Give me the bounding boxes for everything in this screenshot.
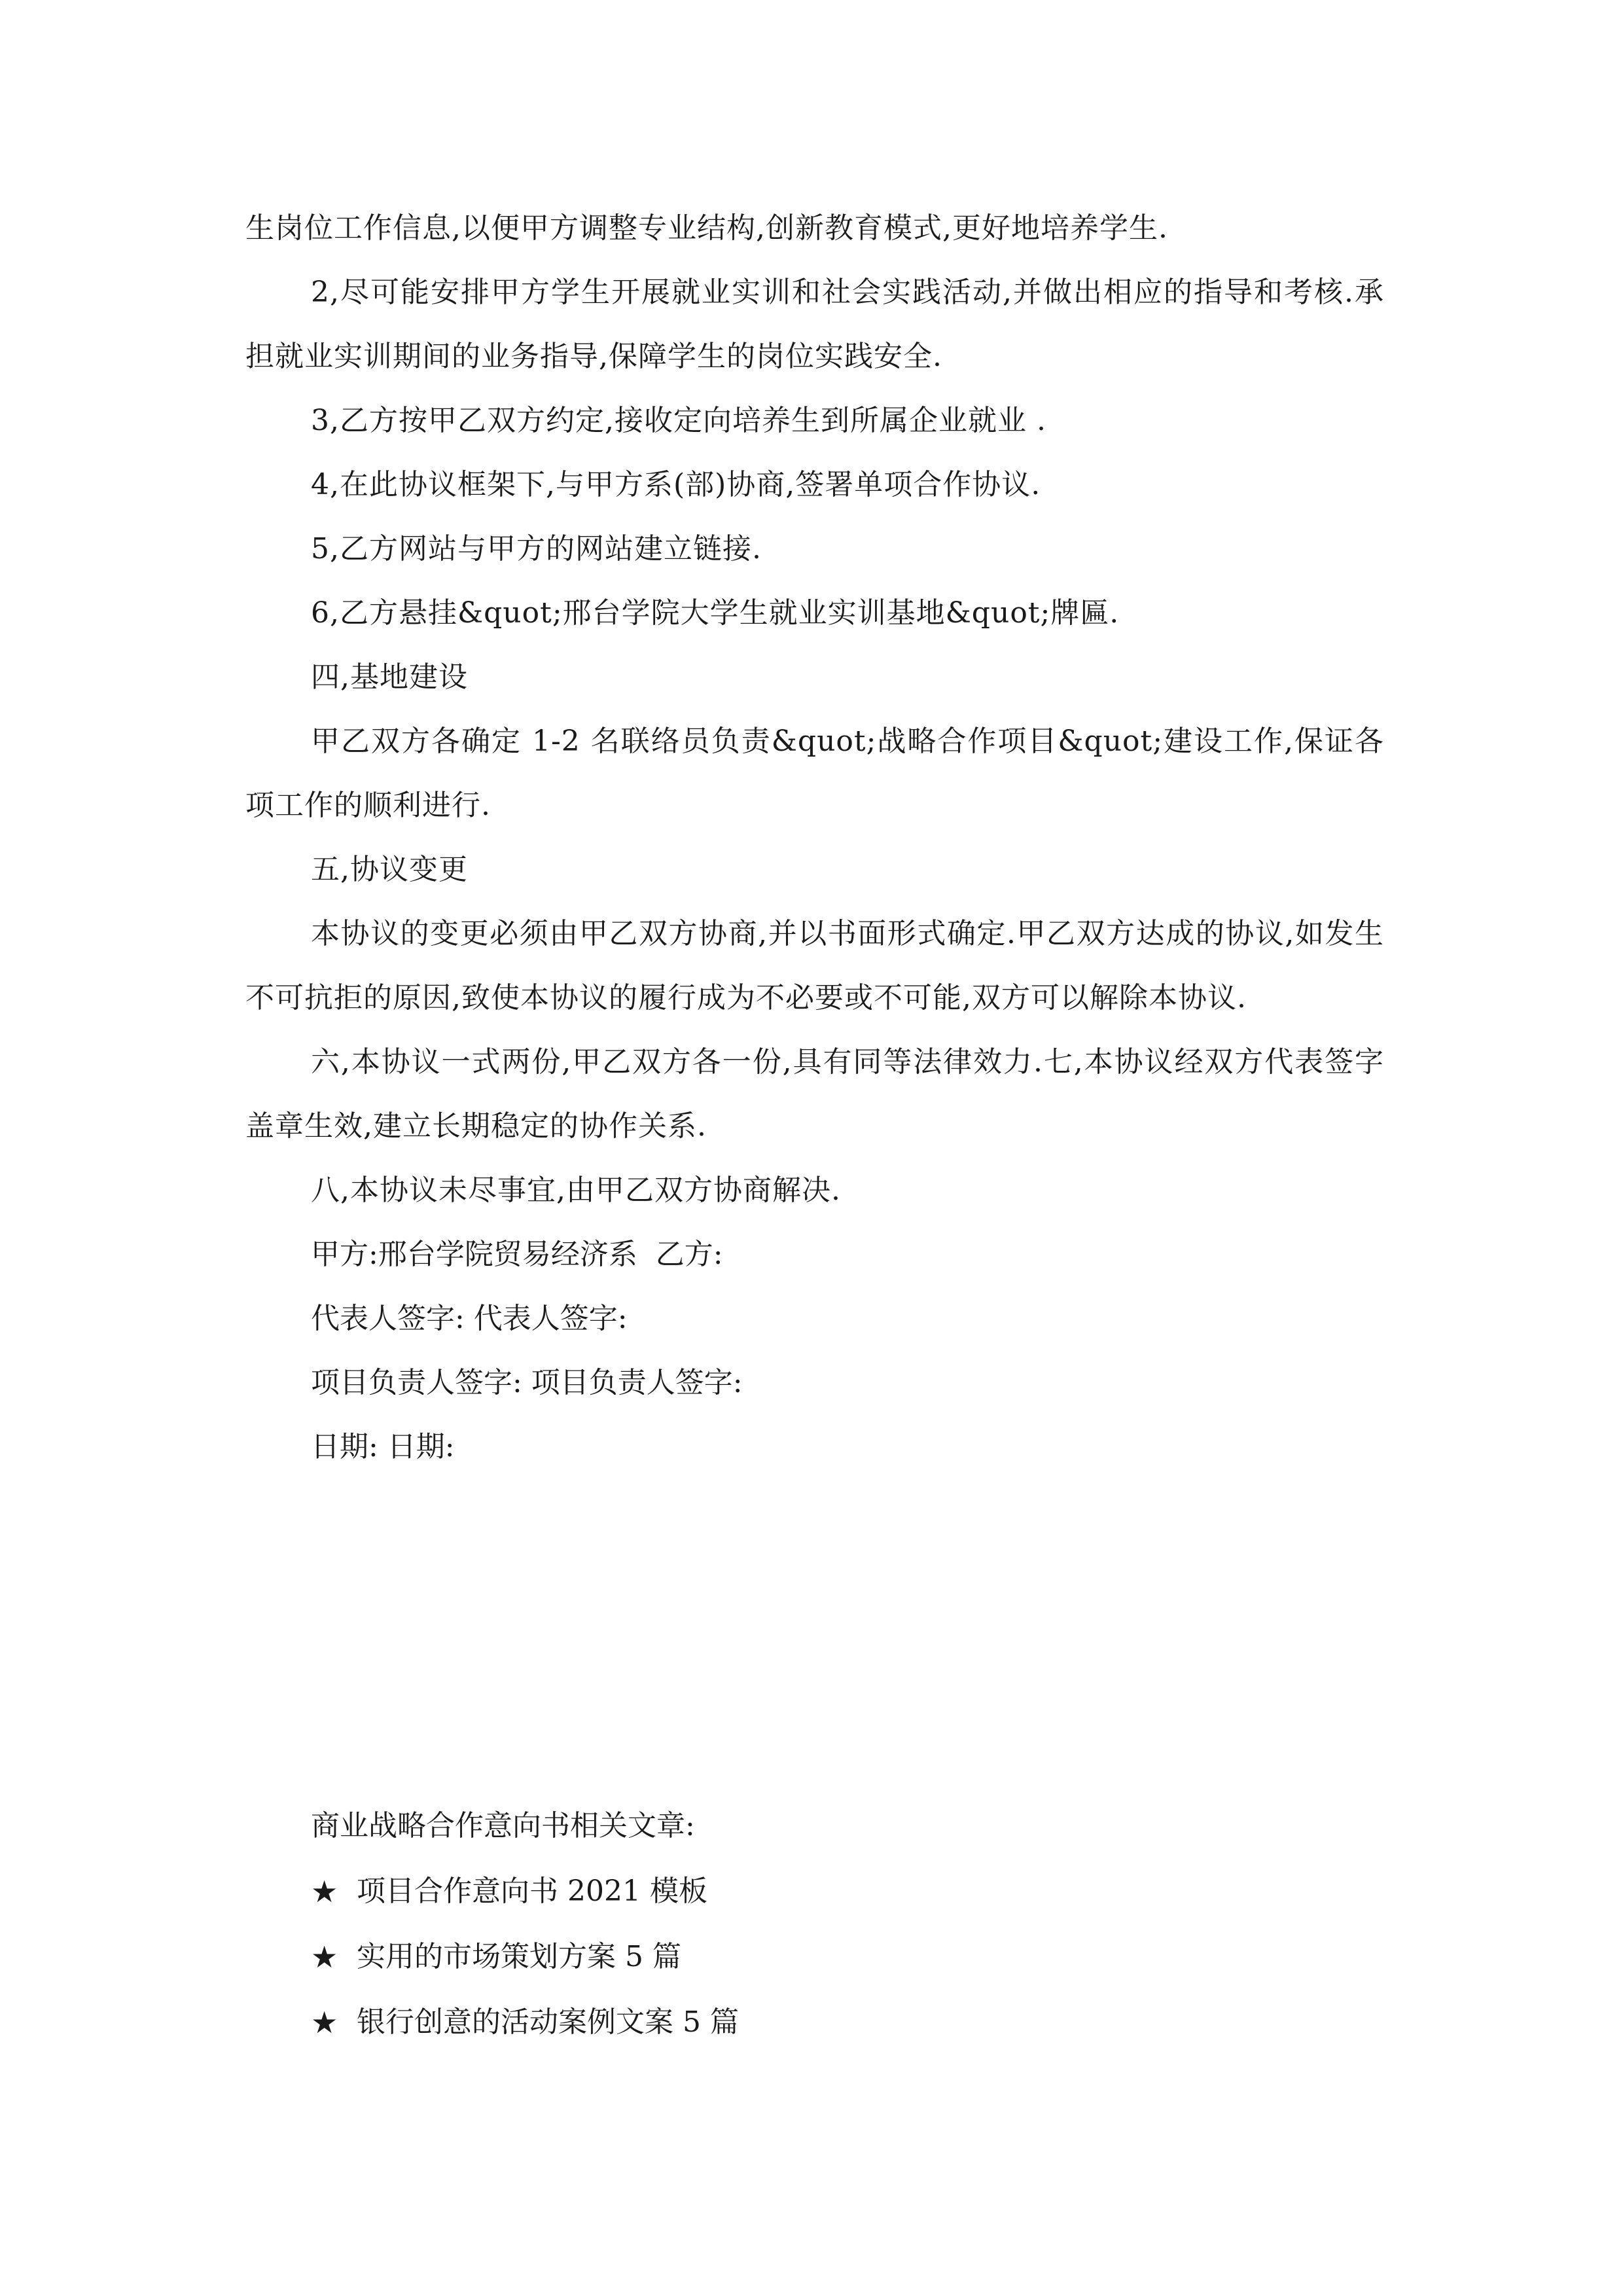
paragraph-item-3: 3,乙方按甲乙双方约定,接收定向培养生到所属企业就业 . [311,404,1046,437]
paragraph-item-4: 4,在此协议框架下,与甲方系(部)协商,签署单项合作协议. [311,468,1041,501]
paragraph-agreement-change: 本协议的变更必须由甲乙双方协商,并以书面形式确定.甲乙双方达成的协议,如发生不可抗拒的原因,致使本协议的履行成为不必要或不可能,双方可以解除本协议. [245,917,1384,1014]
related-articles [311,1793,1384,2055]
paragraph-item-2: 2,尽可能安排甲方学生开展就业实训和社会实践活动,并做出相应的指导和考核.承担就业实训期间的业务指导,保障学生的岗位实践安全. [245,276,1384,373]
related-articles-title: 商业战略合作意向书相关文章: [311,1809,695,1842]
signature-project-lead: 项目负责人签字: 项目负责人签字: [311,1366,743,1399]
signature-date: 日期: 日期: [311,1430,455,1463]
related-article-label[interactable]: 实用的市场策划方案 5 篇 [357,1940,681,1973]
document-body [245,196,1384,1479]
paragraph-unresolved-matters: 八,本协议未尽事宜,由甲乙双方协商解决. [311,1174,841,1207]
star-icon: ★ [311,2005,338,2040]
star-icon: ★ [311,1939,338,1975]
signature-representative: 代表人签字: 代表人签字: [311,1302,628,1335]
related-article-link[interactable] [311,1924,1384,1990]
section-heading-base-construction: 四,基地建设 [311,660,468,694]
section-heading-agreement-change: 五,协议变更 [311,853,468,886]
related-article-link[interactable] [311,1990,1384,2055]
paragraph-copies-effect: 六,本协议一式两份,甲乙双方各一份,具有同等法律效力.七,本协议经双方代表签字盖章生效,建立长期稳定的协作关系. [245,1045,1384,1143]
signature-parties: 甲方:邢台学院贸易经济系 乙方: [311,1238,723,1271]
paragraph-item-5: 5,乙方网站与甲方的网站建立链接. [311,532,762,565]
paragraph-base-construction: 甲乙双方各确定 1-2 名联络员负责&quot;战略合作项目&quot;建设工作,保证各项工作的顺利进行. [245,725,1384,822]
paragraph-continuation: 生岗位工作信息,以便甲方调整专业结构,创新教育模式,更好地培养学生. [245,211,1168,245]
related-article-label[interactable]: 项目合作意向书 2021 模板 [357,1874,707,1908]
paragraph-item-6: 6,乙方悬挂&quot;邢台学院大学生就业实训基地&quot;牌匾. [311,596,1120,630]
star-icon: ★ [311,1874,338,1909]
related-article-label[interactable]: 银行创意的活动案例文案 5 篇 [357,2005,739,2039]
related-article-link[interactable] [311,1859,1384,1924]
